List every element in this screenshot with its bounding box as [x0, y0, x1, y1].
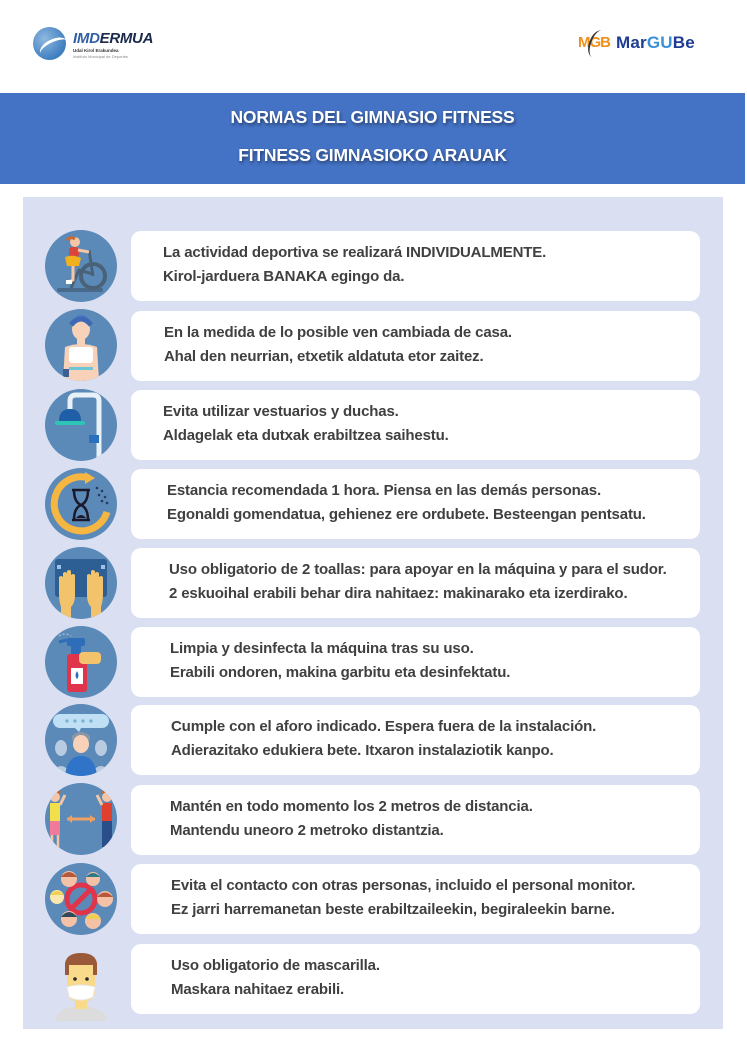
brand-mid: GU [646, 33, 673, 52]
rule-text-basque: Ez jarri harremanetan beste erabiltzaileekin, begiraleekin barne. [171, 901, 615, 918]
rule-text-spanish: Evita utilizar vestuarios y duchas. [163, 403, 399, 420]
imdermua-logo-name [73, 30, 153, 47]
capacity-people-icon [45, 704, 117, 776]
title-spanish: NORMAS DEL GIMNASIO FITNESS [230, 107, 515, 127]
towel-hands-icon [45, 547, 117, 619]
rule-card [131, 311, 700, 381]
rule-item [0, 627, 747, 697]
rule-text-basque: Egonaldi gomendatua, gehienez ere ordubete. Besteengan pentsatu. [167, 506, 646, 523]
face-mask-icon [45, 949, 117, 1021]
rule-text-basque: 2 eskuoihal erabili behar dira nahitaez: makinarako eta izerdirako. [169, 585, 628, 602]
rule-card [131, 548, 700, 618]
rule-text-spanish: Uso obligatorio de mascarilla. [171, 957, 380, 974]
title-banner [0, 93, 745, 184]
no-contact-icon [45, 863, 117, 935]
rule-text-basque: Maskara nahitaez erabili. [171, 981, 344, 998]
spray-disinfect-icon [45, 626, 117, 698]
rule-text-basque: Adierazitako edukiera bete. Itxaron instalaziotik kanpo. [171, 742, 554, 759]
rule-item [0, 469, 747, 539]
rule-text-basque: Aldagelak eta dutxak erabiltzea saihestu. [163, 427, 449, 444]
rule-card [131, 390, 700, 460]
rule-text-spanish: Mantén en todo momento los 2 metros de distancia. [170, 798, 533, 815]
rule-item [0, 231, 747, 301]
rule-text-basque: Ahal den neurrian, etxetik aldatuta etor zaitez. [164, 348, 484, 365]
rule-text-spanish: Estancia recomendada 1 hora. Piensa en las demás personas. [167, 482, 601, 499]
rule-item [0, 705, 747, 775]
rule-text-spanish: Limpia y desinfecta la máquina tras su uso. [170, 640, 474, 657]
rule-text-spanish: En la medida de lo posible ven cambiada de casa. [164, 324, 512, 341]
imdermua-logo [33, 27, 163, 63]
imdermua-logo-subtitle-eu: Udal Kirol Erakundea [73, 48, 119, 53]
logo-name-suffix: ERMUA [99, 30, 154, 47]
imdermua-logo-mark-icon [33, 27, 66, 60]
margube-logo [578, 30, 718, 60]
shower-icon [45, 389, 117, 461]
rule-item [0, 390, 747, 460]
brand-prefix: Mar [616, 33, 647, 52]
hourglass-icon [45, 468, 117, 540]
rule-card [131, 864, 700, 934]
rule-item [0, 944, 747, 1014]
rule-item [0, 311, 747, 381]
title-basque: FITNESS GIMNASIOKO ARAUAK [238, 145, 507, 165]
brand-suffix: Be [672, 33, 695, 52]
rule-item [0, 785, 747, 855]
rule-item [0, 548, 747, 618]
margube-logo-name [616, 33, 695, 53]
rule-text-spanish: La actividad deportiva se realizará INDIVIDUALMENTE. [163, 244, 547, 261]
rule-card [131, 785, 700, 855]
rule-text-basque: Kirol-jarduera BANAKA egingo da. [163, 268, 405, 285]
rule-card [131, 705, 700, 775]
rule-item [0, 864, 747, 934]
rule-card [131, 627, 700, 697]
sportswear-person-icon [45, 309, 117, 381]
rule-card [131, 944, 700, 1014]
imdermua-logo-subtitle-es: Instituto Municipal de Deportes [73, 54, 128, 59]
rule-text-spanish: Uso obligatorio de 2 toallas: para apoyar en la máquina y para el sudor. [169, 561, 667, 578]
margube-logo-mark: MGB [578, 34, 610, 51]
rule-text-spanish: Evita el contacto con otras personas, incluido el personal monitor. [171, 877, 636, 894]
rule-card [131, 469, 700, 539]
distance-icon [45, 783, 117, 855]
rule-text-basque: Mantendu uneoro 2 metroko distantzia. [170, 822, 444, 839]
logo-name-prefix: IMD [73, 30, 100, 47]
rule-text-spanish: Cumple con el aforo indicado. Espera fuera de la instalación. [171, 718, 597, 735]
rule-text-basque: Erabili ondoren, makina garbitu eta desinfektatu. [170, 664, 511, 681]
exercise-bike-icon [45, 230, 117, 302]
rule-card [131, 231, 700, 301]
